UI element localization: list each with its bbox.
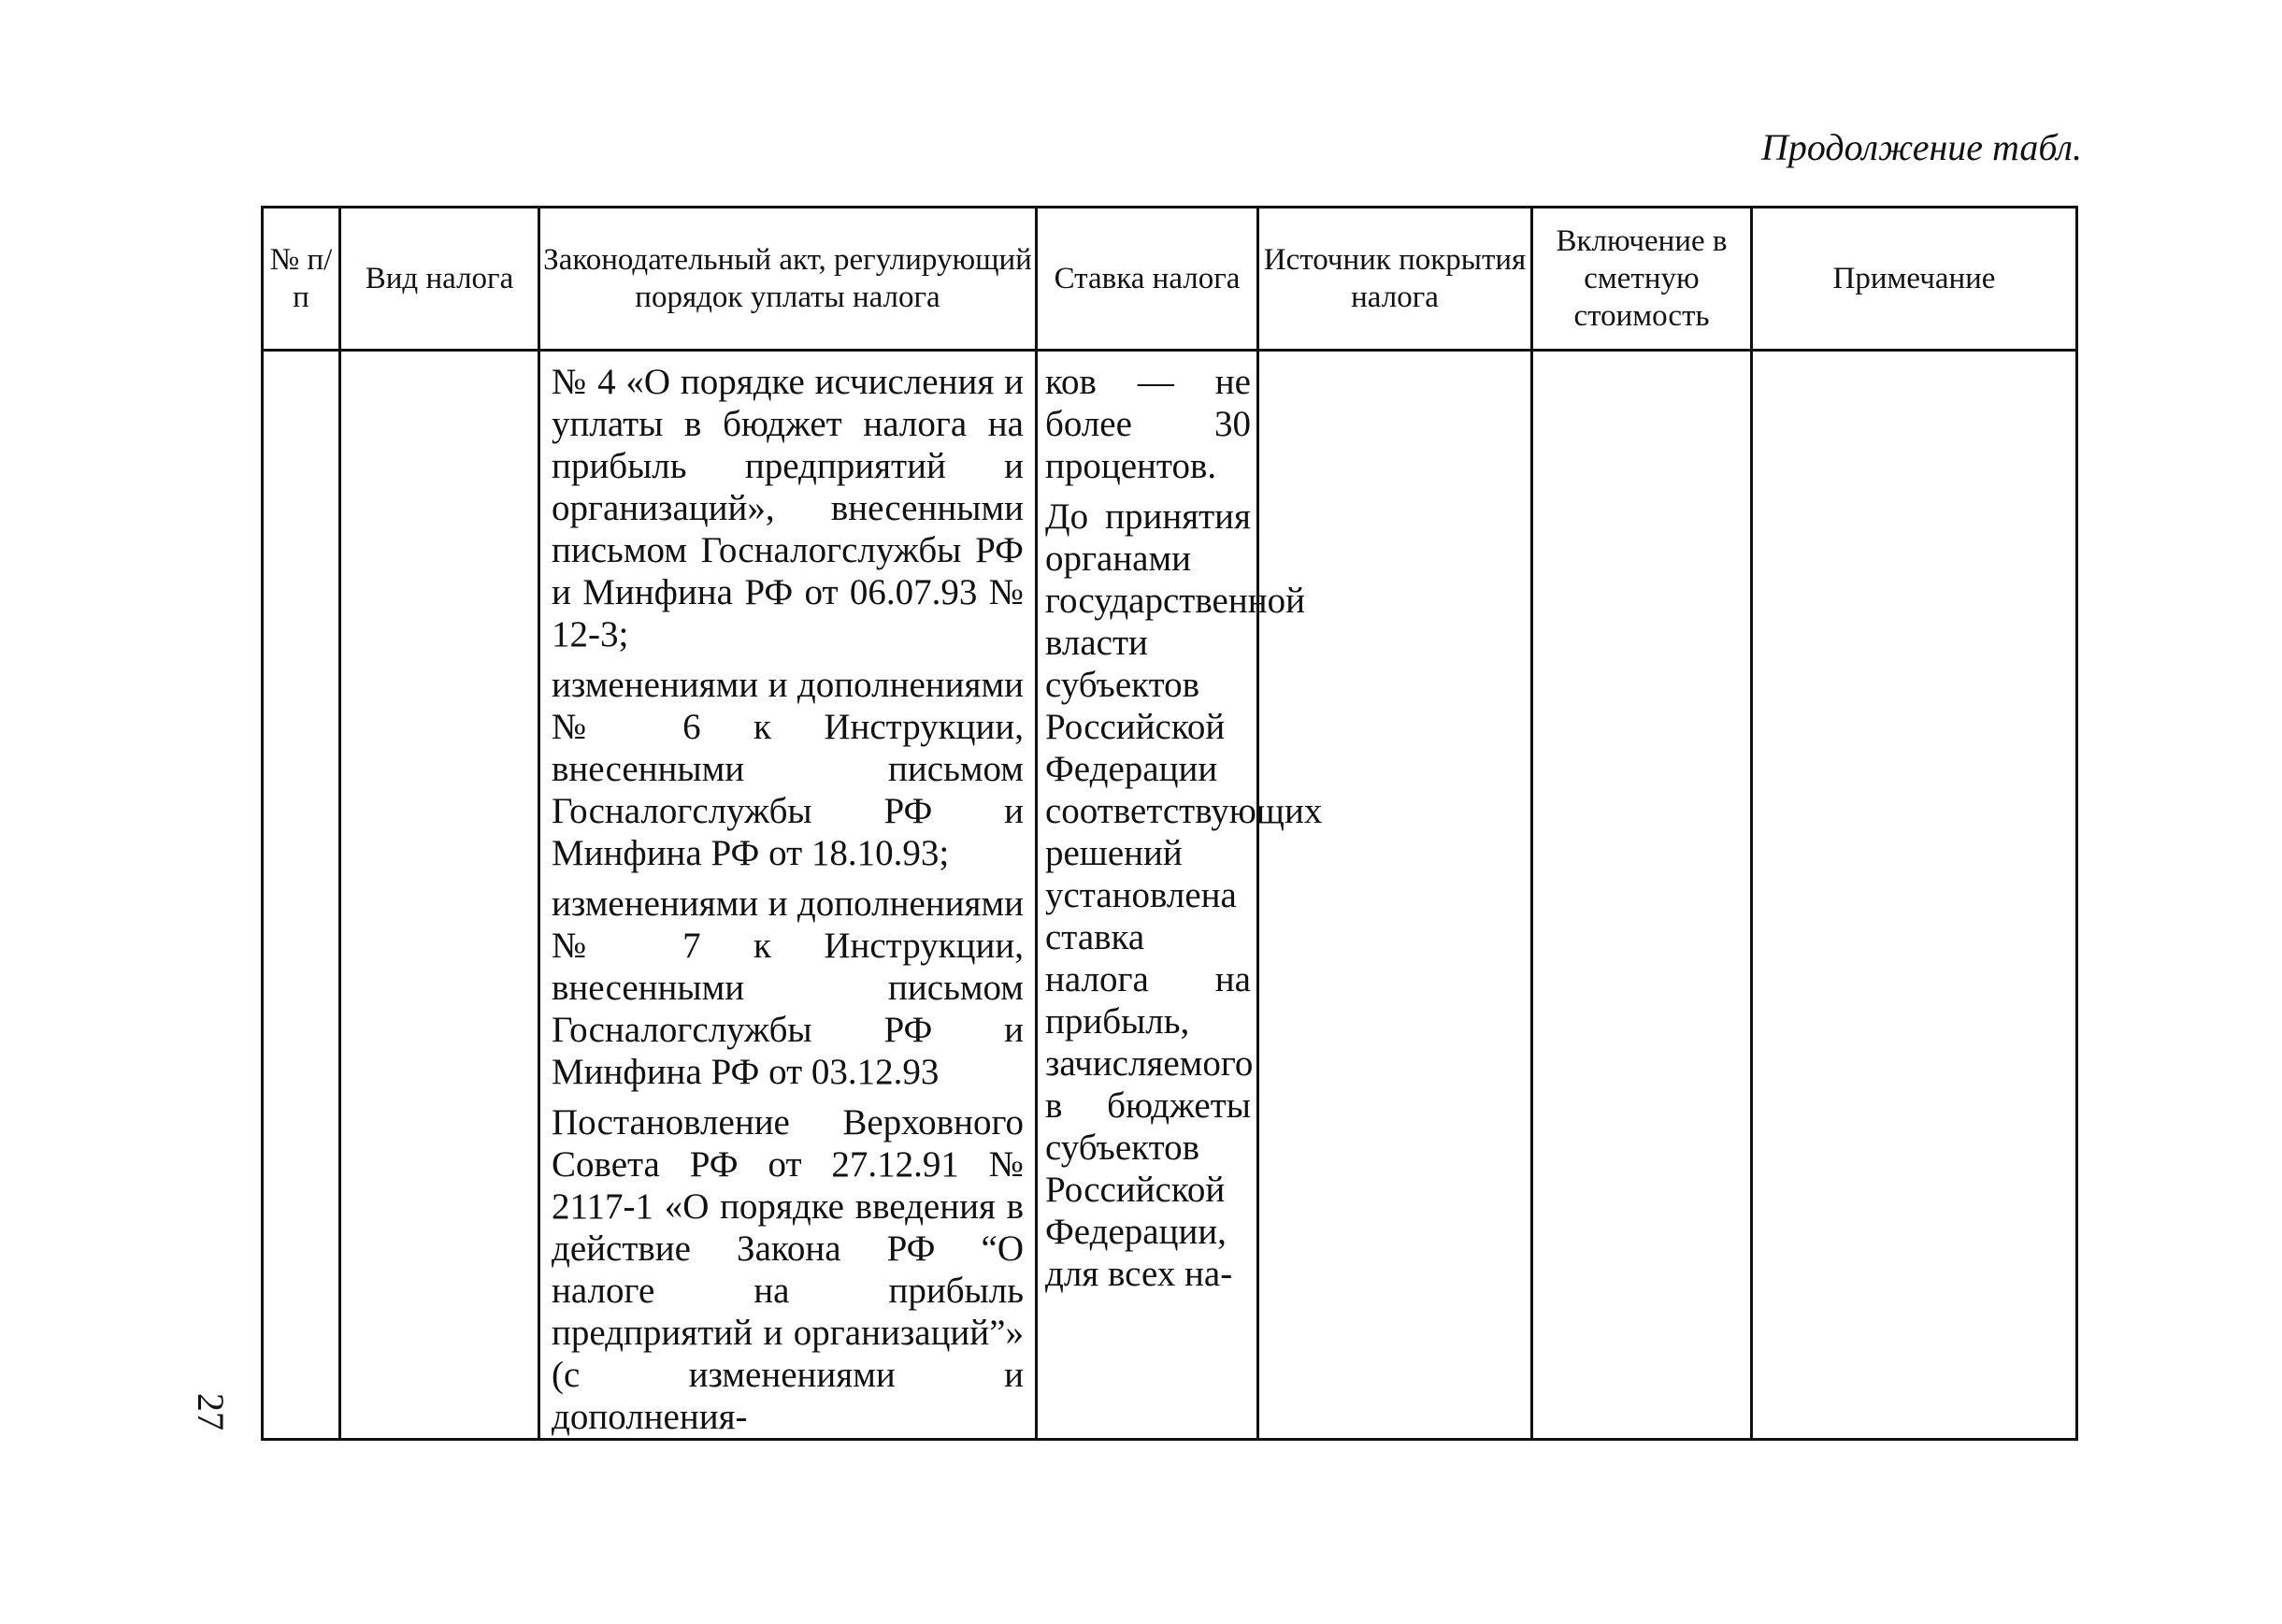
- table-header-row: [263, 208, 2077, 351]
- header-tax-type: Вид налога: [340, 208, 539, 351]
- rate-paragraph: ков — не более 30 процентов.: [1045, 362, 1251, 486]
- legal-act-paragraph: № 4 «О порядке исчисления и уплаты в бюджет налога на прибыль предприятий и организаций», внесенными письмом Госналогслужбы РФ и Минфина РФ от 06.07.93 № 12-3;: [552, 362, 1024, 654]
- legal-act-paragraph: изменениями и дополнениями № 6 к Инструкции, внесенными письмом Госналогслужбы РФ и Минфина РФ от 18.10.93;: [552, 665, 1024, 873]
- header-coverage-source: Источник покрытия налога: [1258, 208, 1532, 351]
- legal-act-paragraph: Постановление Верховного Совета РФ от 27.12.91 № 2117-1 «О порядке введения в действие Закона РФ “О налоге на прибыль предприятий и организаций”» (с изменениями и дополнения-: [552, 1102, 1024, 1437]
- header-tax-rate: Ставка налога: [1037, 208, 1258, 351]
- cell-tax-rate: [1037, 351, 1323, 1440]
- tax-table: [261, 206, 2078, 1441]
- page-number: 27: [190, 1393, 232, 1430]
- header-number: № п/п: [263, 208, 340, 351]
- table-row: [263, 351, 2077, 1440]
- table-continuation-caption: Продолжение табл.: [1760, 126, 2082, 168]
- header-legal-act: Законодательный акт, регулирующий порядок уплаты налога: [539, 208, 1037, 351]
- cell-estimate-inclusion: [1532, 351, 1752, 1440]
- rate-paragraph: До принятия органами государственной власти субъектов Российской Федерации соответствующих решений установлена ставка налога на прибыль, зачисляемого в бюджеты субъектов Российской Федерации, для всех на-: [1045, 496, 1323, 1294]
- cell-number: [263, 351, 340, 1440]
- header-note: Примечание: [1752, 208, 2077, 351]
- cell-note: [1752, 351, 2077, 1440]
- header-estimate-inclusion: Включение в сметную стоимость: [1532, 208, 1752, 351]
- legal-act-paragraph: изменениями и дополнениями № 7 к Инструкции, внесенными письмом Госналогслужбы РФ и Минфина РФ от 03.12.93: [552, 884, 1024, 1092]
- cell-tax-type: [340, 351, 539, 1440]
- cell-coverage-source: [1258, 351, 1532, 1440]
- cell-legal-act: [539, 351, 1037, 1440]
